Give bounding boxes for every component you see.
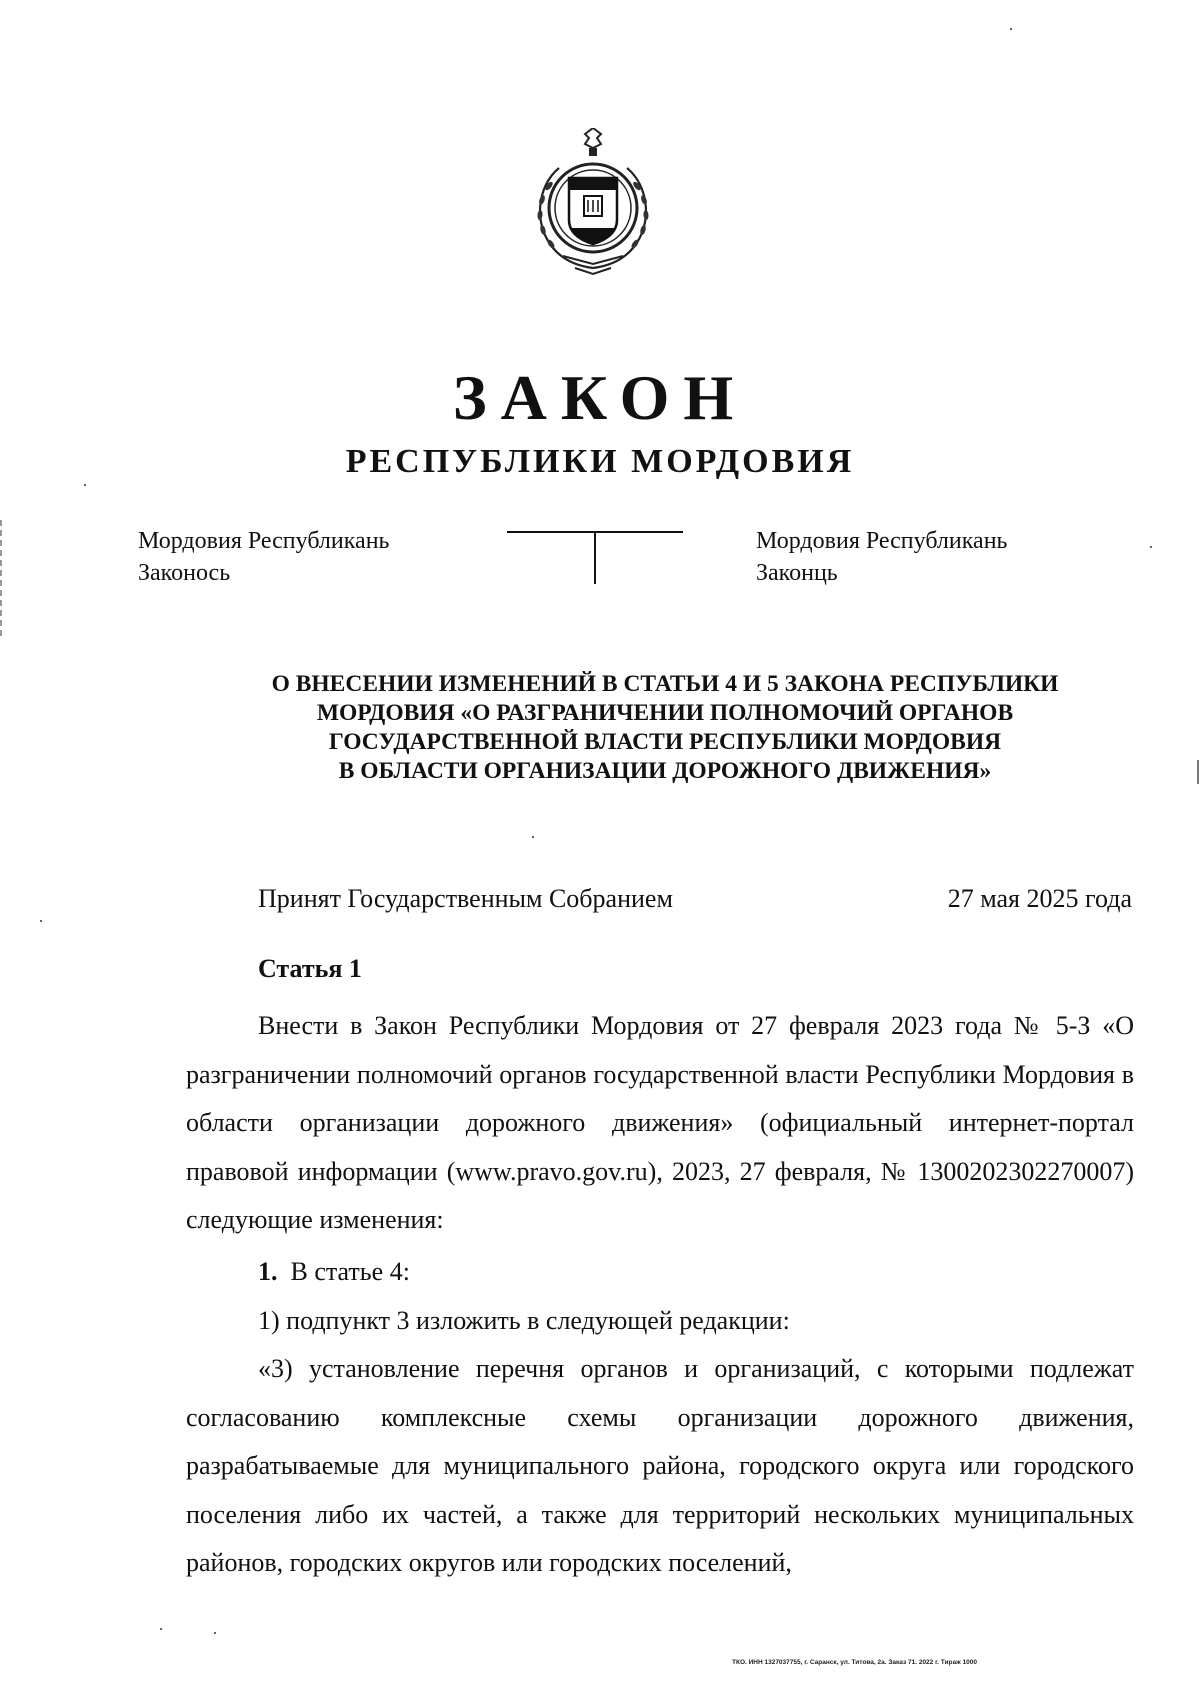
scan-edge-mark-right — [1197, 760, 1199, 784]
moksha-title-block — [756, 525, 1007, 589]
erzya-title-line1: Мордовия Республикань — [138, 528, 390, 554]
scan-edge-mark — [0, 520, 2, 640]
document-subtitle: РЕСПУБЛИКИ МОРДОВИЯ — [345, 443, 855, 480]
document-title: ЗАКОН — [452, 362, 748, 433]
law-heading-line2: МОРДОВИЯ «О РАЗГРАНИЧЕНИИ ПОЛНОМОЧИЙ ОРГАНОВ — [316, 700, 1014, 726]
scan-speck — [84, 484, 86, 486]
printing-info-footer: ТКО. ИНН 1327037755, г. Саранск, ул. Титова, 2а. Заказ 71. 2022 г. Тираж 1000 — [732, 1659, 977, 1666]
scan-speck — [1010, 28, 1012, 30]
moksha-title-line1: Мордовия Республикань — [756, 528, 1008, 554]
law-heading-line3: ГОСУДАРСТВЕННОЙ ВЛАСТИ РЕСПУБЛИКИ МОРДОВИЯ — [328, 729, 1002, 755]
title-divider-mark — [505, 530, 685, 586]
item-1-text: В статье 4: — [290, 1257, 410, 1286]
scan-speck — [1150, 546, 1152, 548]
scan-speck — [214, 1632, 216, 1634]
erzya-title-line2: Законось — [138, 560, 231, 586]
law-heading-line4: В ОБЛАСТИ ОРГАНИЗАЦИИ ДОРОЖНОГО ДВИЖЕНИЯ» — [338, 758, 992, 784]
article-title: Статья 1 — [258, 954, 362, 983]
erzya-title-block — [138, 525, 389, 589]
article-intro-paragraph: Внести в Закон Республики Мордовия от 27 февраля 2023 года № 5-З «О разграничении полномочий органов государственной власти Республики Мордовия в области организации дорожного движения» (официальный интернет-портал правовой информации (www.pravo.gov.ru), 2023, 27 февраля, № 1300202302270007) следующие изменения: — [186, 1011, 1134, 1234]
law-heading-line1: О ВНЕСЕНИИ ИЗМЕНЕНИЙ В СТАТЬИ 4 И 5 ЗАКОНА РЕСПУБЛИКИ — [271, 671, 1059, 697]
law-heading — [200, 670, 1130, 786]
item-1-paragraph — [186, 1248, 1134, 1297]
subitem-1-paragraph: 1) подпункт 3 изложить в следующей редакции: — [258, 1306, 790, 1335]
scan-speck — [40, 920, 42, 922]
quoted-amendment-paragraph: «3) установление перечня органов и организаций, с которыми подлежат согласованию комплексные схемы организации дорожного движения, разрабатываемые для муниципального района, городского округа или городского поселения либо их частей, а также для территорий нескольких муниципальных районов, городских округов или городских поселений, — [186, 1354, 1134, 1577]
adoption-date: 27 мая 2025 года — [947, 884, 1132, 913]
adopted-by-text: Принят Государственным Собранием — [258, 884, 673, 913]
coat-of-arms-emblem — [523, 128, 663, 276]
item-1-number: 1. — [258, 1257, 278, 1286]
scan-speck — [532, 836, 534, 838]
scan-speck — [160, 1628, 162, 1630]
moksha-title-line2: Законць — [756, 560, 838, 586]
